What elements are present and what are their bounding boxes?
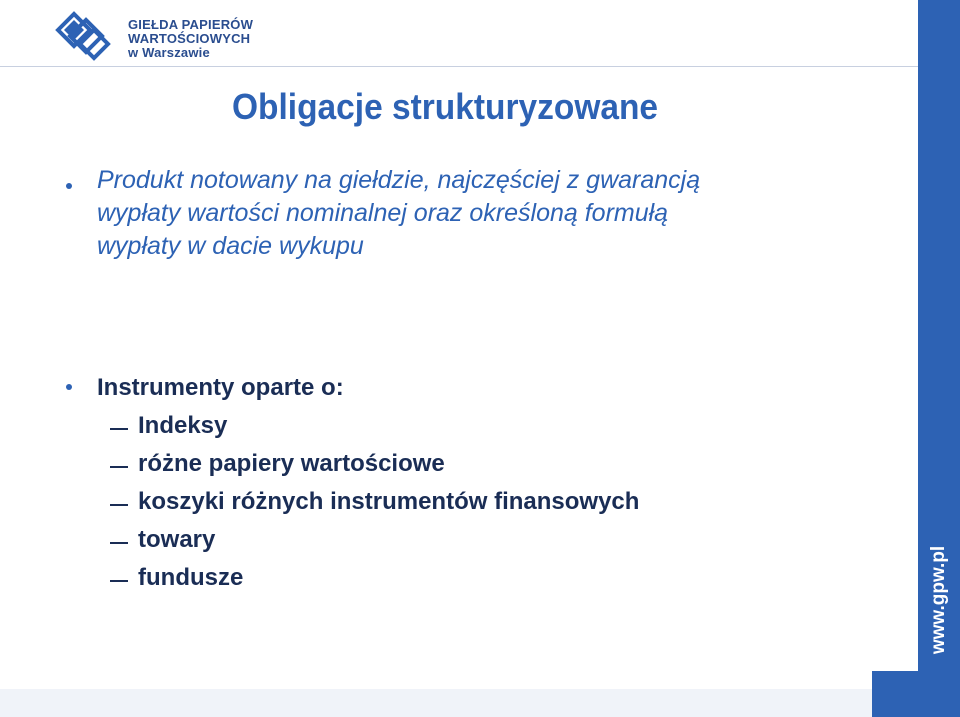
logo-line-1: GIEŁDA PAPIERÓW — [128, 17, 254, 32]
dash-marker — [110, 580, 128, 582]
bullet-dot — [66, 384, 72, 390]
list-item-text: fundusze — [138, 564, 244, 591]
dash-marker — [110, 504, 128, 506]
bottom-band — [0, 689, 960, 717]
dash-marker — [110, 428, 128, 430]
side-url — [922, 540, 956, 660]
dash-marker — [110, 542, 128, 544]
instruments-heading: Instrumenty oparte o: — [97, 374, 344, 401]
logo-line-2: WARTOŚCIOWYCH — [128, 31, 251, 46]
intro-bullet — [97, 164, 857, 263]
logo-wordmark — [128, 18, 253, 60]
gpw-logo-icon — [50, 6, 114, 62]
intro-line-1: Produkt notowany na giełdzie, najczęściej z gwarancją — [97, 166, 701, 194]
list-item-text: towary — [138, 526, 216, 553]
bullet-dot — [66, 183, 72, 189]
intro-line-3: wypłaty w dacie wykupu — [97, 232, 364, 260]
header-divider — [0, 66, 918, 67]
list-item-text: Indeksy — [138, 412, 228, 439]
logo-line-3: w Warszawie — [128, 45, 210, 60]
list-item-text: koszyki różnych instrumentów finansowych — [138, 488, 640, 515]
side-url-text: www.gpw.pl — [928, 545, 949, 655]
side-bar — [918, 0, 960, 717]
list-item-text: różne papiery wartościowe — [138, 450, 445, 477]
gpw-logo — [50, 6, 290, 62]
slide-title: Obligacje strukturyzowane — [232, 86, 659, 127]
dash-marker — [110, 466, 128, 468]
intro-line-2: wypłaty wartości nominalnej oraz określoną formułą — [97, 199, 669, 227]
